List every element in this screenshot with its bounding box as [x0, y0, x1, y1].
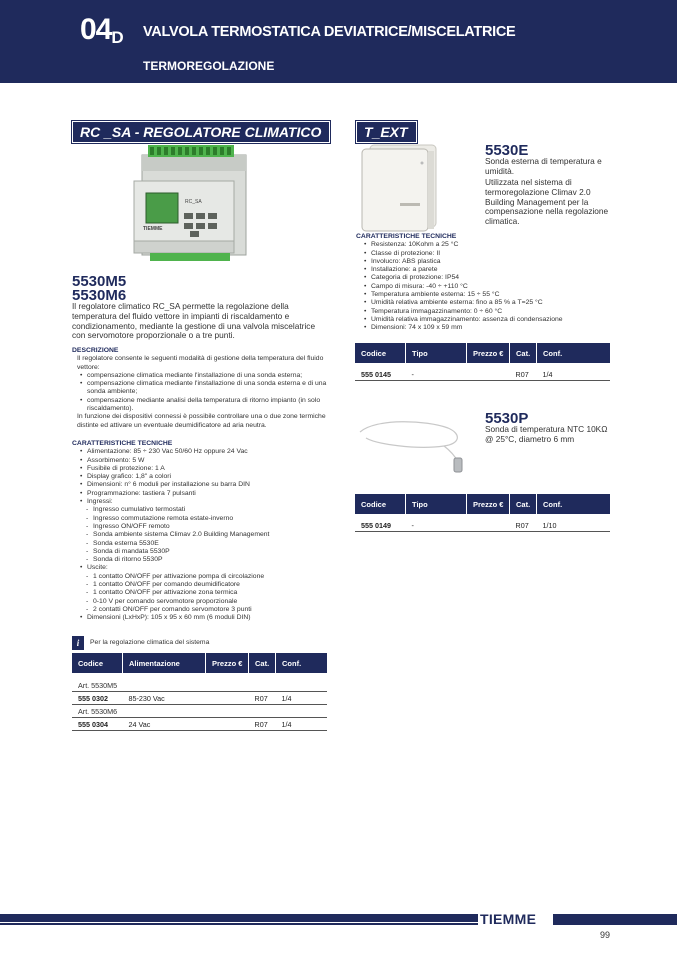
left-product-table: [72, 653, 327, 731]
sensor-e-description: Sonda esterna di temperatura e umidità.: [485, 156, 602, 176]
ntc-probe-image: [356, 418, 476, 474]
col-header: Codice: [355, 494, 406, 514]
list-item: - Sonda di mandata 5530P: [93, 548, 328, 556]
list-item: • Dimensioni: n° 6 moduli per installazione su barra DIN: [87, 481, 328, 489]
footer-bar: [0, 914, 478, 925]
col-header: Tipo: [406, 494, 467, 514]
sensor-p-table: [355, 494, 610, 532]
cell-price: [206, 692, 249, 705]
col-header: Codice: [355, 343, 406, 363]
list-item: - Ingresso commutazione remota estate-inverno: [93, 515, 328, 523]
cell-cat: R07: [510, 368, 537, 381]
sensor-e-specs-list: [356, 241, 626, 332]
list-item: - 1 contatto ON/OFF per comando deumidificatore: [93, 581, 328, 589]
description-heading: DESCRIZIONE: [72, 347, 119, 354]
sensor-p-description: Sonda di temperatura NTC 10KΩ @ 25°C, diametro 6 mm: [485, 424, 608, 444]
cell-conf: 1/10: [537, 519, 611, 532]
group-label: Art. 5530M6: [72, 705, 327, 718]
product-tag-text: T_EXT: [357, 122, 416, 142]
list-item: • Alimentazione: 85 ÷ 230 Vac 50/60 Hz oppure 24 Vac: [87, 448, 328, 456]
list-item: • Programmazione: tastiera 7 pulsanti: [87, 490, 328, 498]
description-list: [72, 372, 328, 413]
info-icon: i: [72, 636, 84, 650]
col-header: Conf.: [537, 494, 611, 514]
col-header: Prezzo €: [467, 494, 510, 514]
list-item: • Involucro: ABS plastica: [371, 258, 626, 266]
inputs-list: [72, 506, 328, 564]
tech-specs-heading: CARATTERISTICHE TECNICHE: [72, 440, 173, 447]
footer-bar-end: [553, 914, 677, 925]
cell-cat: R07: [249, 718, 276, 731]
list-item: • Display grafico: 1,8" a colori: [87, 473, 328, 481]
cell-cat: R07: [249, 692, 276, 705]
list-item: • compensazione mediante analisi della temperatura di ritorno impianto (in solo riscaldamento).: [87, 397, 328, 414]
list-item: • Categoria di protezione: IP54: [371, 274, 626, 282]
list-item: • Umidità relativa ambiente esterna: fino a 85 % a T=25 °C: [371, 299, 626, 307]
tech-specs-block: [72, 440, 328, 623]
col-header: Codice: [72, 653, 123, 673]
list-item: • compensazione climatica mediante l'installazione di una sonda esterna e di una sonda ambiente;: [87, 380, 328, 397]
list-item: • Installazione: a parete: [371, 266, 626, 274]
product-code-5530p: 5530P: [485, 410, 529, 427]
page-title: VALVOLA TERMOSTATICA DEVIATRICE/MISCELATRICE: [143, 24, 516, 40]
list-item: • Campo di misura: -40 ÷ +110 °C: [371, 283, 626, 291]
list-item: - Ingresso ON/OFF remoto: [93, 523, 328, 531]
col-header: Prezzo €: [467, 343, 510, 363]
sensor-e-table: [355, 343, 610, 381]
cell-conf: 1/4: [276, 718, 328, 731]
col-header: Conf.: [537, 343, 611, 363]
description-lead: Il regolatore consente le seguenti modalità di gestione della temperatura del fluido vettore:: [77, 355, 324, 371]
cell-power: 24 Vac: [123, 718, 206, 731]
list-item: • Temperatura ambiente esterna: 15 ÷ 55 °C: [371, 291, 626, 299]
cell-code: 555 0302: [72, 692, 123, 705]
description-tail: In funzione dei dispositivi connessi è possibile controllare una o due zone termiche distinte ed attivare un eventuale deumidificatore ad aria neutra.: [77, 413, 326, 429]
group-label: Art. 5530M5: [72, 679, 327, 692]
cell-price: [467, 368, 510, 381]
col-header: Cat.: [510, 494, 537, 514]
cell-price: [467, 519, 510, 532]
list-item: • Resistenza: 10Kohm a 25 °C: [371, 241, 626, 249]
cell-code: 555 0304: [72, 718, 123, 731]
cell-code: 555 0145: [355, 368, 406, 381]
footer-stripe: [0, 922, 478, 923]
list-item: • Dimensioni (LxHxP): 105 x 95 x 60 mm (6 moduli DIN): [87, 614, 328, 622]
list-item: - 0-10 V per comando servomotore proporzionale: [93, 598, 328, 606]
table-row: [72, 692, 327, 705]
cell-conf: 1/4: [537, 368, 611, 381]
footer-brand-logo: TIEMME: [480, 911, 537, 927]
info-note: Per la regolazione climatica del sistema: [90, 639, 210, 646]
product-code-5530m5: 5530M5: [72, 273, 127, 290]
list-item: - 1 contatto ON/OFF per attivazione pompa di circolazione: [93, 573, 328, 581]
outputs-list: [72, 573, 328, 614]
list-item: • Fusibile di protezione: 1 A: [87, 465, 328, 473]
list-item: • Classe di protezione: II: [371, 250, 626, 258]
product-tag-rcsa: RC _SA - REGOLATORE CLIMATICO: [73, 122, 329, 142]
table-row: [72, 718, 327, 731]
product-code-5530e: 5530E: [485, 142, 529, 159]
list-item: • Umidità relativa immagazzinamento: assenza di condensazione: [371, 316, 626, 324]
cell-type: -: [406, 368, 467, 381]
external-sensor-image: [360, 143, 440, 235]
list-item: - Sonda esterna 5530E: [93, 540, 328, 548]
dimensions-list: [72, 614, 328, 622]
cell-price: [206, 718, 249, 731]
col-header: Alimentazione: [123, 653, 206, 673]
device-brand: TIEMME: [143, 226, 163, 232]
table-row: [72, 705, 327, 718]
product-intro: Il regolatore climatico RC_SA permette la regolazione della temperatura del fluido vettore in impianti di riscaldamento e condizionamento, mediante la gestione di una valvola miscelatrice con servomotore proporzionale o a tre punti.: [72, 301, 316, 341]
sensor-e-usage: Utilizzata nel sistema di termoregolazione Climav 2.0 Building Management per la compensazione nella regolazione climatica.: [485, 177, 609, 227]
sensor-e-specs: [356, 233, 626, 333]
table-row: [355, 368, 610, 381]
cell-type: -: [406, 519, 467, 532]
list-item: - 1 contatto ON/OFF per attivazione zona termica: [93, 589, 328, 597]
list-item: - Sonda ambiente sistema Climav 2.0 Building Management: [93, 531, 328, 539]
list-item: - Sonda di ritorno 5530P: [93, 556, 328, 564]
section-letter: D: [111, 28, 124, 47]
table-row: [355, 519, 610, 532]
list-item: • Temperatura immagazzinamento: 0 ÷ 60 °C: [371, 308, 626, 316]
list-item: - 2 contatti ON/OFF per comando servomotore 3 punti: [93, 606, 328, 614]
device-label: RC_SA: [185, 199, 202, 205]
col-header: Tipo: [406, 343, 467, 363]
list-item: - Ingresso cumulativo termostati: [93, 506, 328, 514]
section-number: $04_D$: [80, 13, 124, 47]
col-header: Conf.: [276, 653, 328, 673]
product-code-5530m6: 5530M6: [72, 287, 127, 304]
outputs-label-list: [72, 564, 328, 572]
table-row: [72, 679, 327, 692]
description-block: [72, 347, 328, 430]
col-header: Cat.: [510, 343, 537, 363]
list-item: • Ingressi:: [87, 498, 328, 506]
list-item: • compensazione climatica mediante l'installazione di una sonda esterna;: [87, 372, 328, 380]
page-subtitle: TERMOREGOLAZIONE: [143, 59, 275, 73]
tech-specs-list: [72, 448, 328, 506]
cell-cat: R07: [510, 519, 537, 532]
list-item: • Dimensioni: 74 x 109 x 59 mm: [371, 324, 626, 332]
cell-power: 85-230 Vac: [123, 692, 206, 705]
page-number: 99: [600, 930, 611, 940]
list-item: • Assorbimento: 5 W: [87, 457, 328, 465]
sensor-e-specs-heading: CARATTERISTICHE TECNICHE: [356, 233, 457, 240]
list-item: • Uscite:: [87, 564, 328, 572]
col-header: Prezzo €: [206, 653, 249, 673]
cell-code: 555 0149: [355, 519, 406, 532]
cell-conf: 1/4: [276, 692, 328, 705]
col-header: Cat.: [249, 653, 276, 673]
